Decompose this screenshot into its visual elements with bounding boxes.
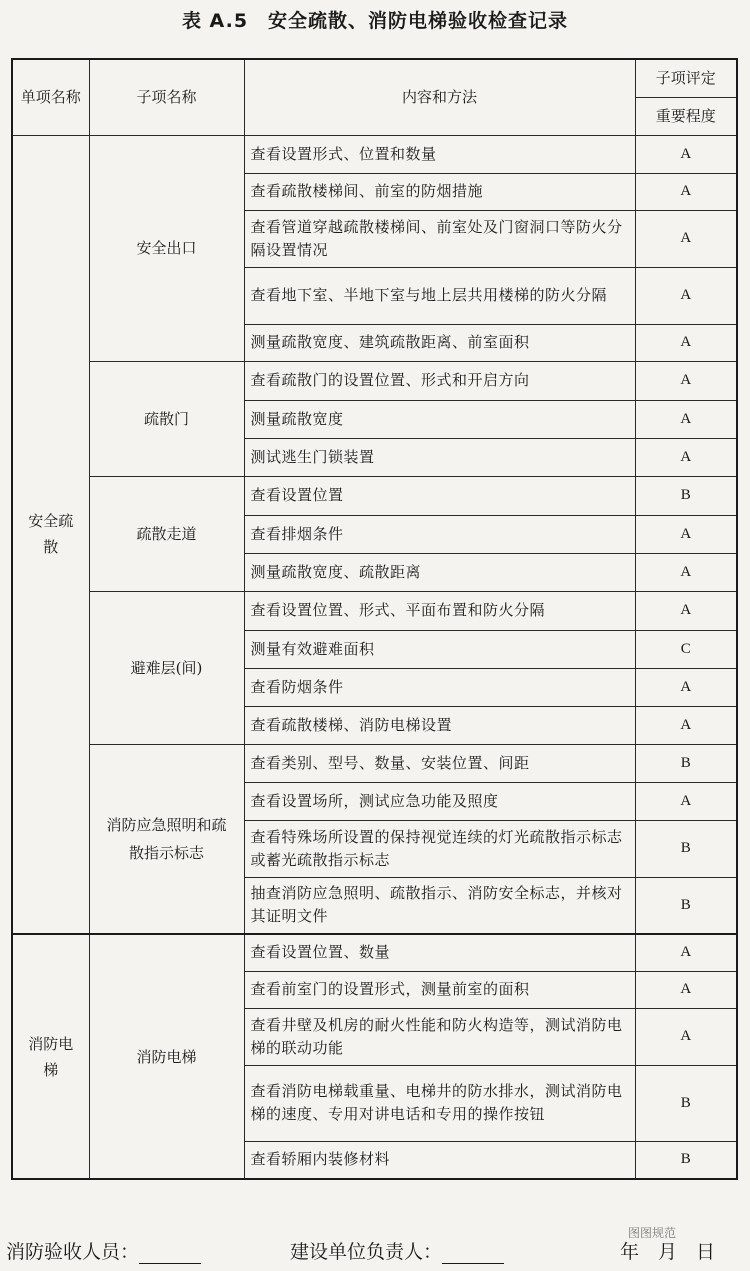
signature-footer [0, 1237, 750, 1267]
grade-cell: B [635, 820, 737, 877]
grade-cell: A [635, 934, 737, 971]
watermark: 图图规范 [628, 1226, 677, 1240]
content-cell: 查看前室门的设置形式，测量前室的面积 [244, 971, 635, 1008]
table-row [12, 361, 737, 400]
table-row [12, 476, 737, 515]
sub-name-cell: 消防应急照明和疏散指示标志 [89, 744, 244, 934]
grade-cell: A [635, 971, 737, 1008]
content-cell: 查看疏散门的设置位置、形式和开启方向 [244, 361, 635, 400]
content-cell: 测量有效避难面积 [244, 630, 635, 668]
table-row [12, 744, 737, 782]
sub-name-cell: 安全出口 [89, 135, 244, 361]
table-body [12, 135, 737, 1179]
table-title: 表 A.5 安全疏散、消防电梯验收检查记录 [181, 10, 569, 32]
inspector-label: 消防验收人员： [6, 1241, 140, 1263]
content-cell: 测试逃生门锁装置 [244, 438, 635, 476]
grade-cell: A [635, 135, 737, 173]
content-cell: 查看管道穿越疏散楼梯间、前室处及门窗洞口等防火分隔设置情况 [244, 210, 635, 267]
grade-cell: A [635, 1008, 737, 1065]
header-grade-top: 子项评定 [635, 59, 737, 97]
grade-cell: A [635, 438, 737, 476]
content-cell: 查看设置场所，测试应急功能及照度 [244, 782, 635, 820]
grade-cell: B [635, 1141, 737, 1179]
content-cell: 查看设置位置 [244, 476, 635, 515]
owner-label: 建设单位负责人： [290, 1241, 443, 1263]
table-row [12, 934, 737, 971]
table-row [12, 135, 737, 173]
unit-name-cell: 消防电梯 [12, 934, 89, 1179]
grade-cell: A [635, 210, 737, 267]
content-cell: 测量疏散宽度、建筑疏散距离、前室面积 [244, 324, 635, 361]
content-cell: 查看消防电梯载重量、电梯井的防水排水，测试消防电梯的速度、专用对讲电话和专用的操作按钮 [244, 1065, 635, 1141]
content-cell: 查看疏散楼梯、消防电梯设置 [244, 706, 635, 744]
content-cell: 查看轿厢内装修材料 [244, 1141, 635, 1179]
sub-name-cell: 疏散走道 [89, 476, 244, 591]
header-content: 内容和方法 [244, 59, 635, 135]
table-row [12, 591, 737, 630]
content-cell: 查看设置位置、数量 [244, 934, 635, 971]
grade-cell: A [635, 361, 737, 400]
content-cell: 查看特殊场所设置的保持视觉连续的灯光疏散指示标志或蓄光疏散指示标志 [244, 820, 635, 877]
sub-name-cell: 避难层(间) [89, 591, 244, 744]
grade-cell: A [635, 267, 737, 324]
header-grade-bottom: 重要程度 [635, 97, 737, 135]
unit-name-cell: 安全疏散 [12, 135, 89, 934]
content-cell: 查看井壁及机房的耐火性能和防火构造等，测试消防电梯的联动功能 [244, 1008, 635, 1065]
inspection-table [11, 58, 738, 1180]
content-cell: 查看类别、型号、数量、安装位置、间距 [244, 744, 635, 782]
grade-cell: B [635, 744, 737, 782]
content-cell: 查看设置位置、形式、平面布置和防火分隔 [244, 591, 635, 630]
content-cell: 查看防烟条件 [244, 668, 635, 706]
header-sub-name: 子项名称 [89, 59, 244, 135]
grade-cell: A [635, 668, 737, 706]
grade-cell: B [635, 1065, 737, 1141]
inspector-signature-line [139, 1243, 201, 1264]
grade-cell: A [635, 400, 737, 438]
content-cell: 抽查消防应急照明、疏散指示、消防安全标志，并核对其证明文件 [244, 877, 635, 934]
content-cell: 查看地下室、半地下室与地上层共用楼梯的防火分隔 [244, 267, 635, 324]
sub-name-cell: 消防电梯 [89, 934, 244, 1179]
sub-name-cell: 疏散门 [89, 361, 244, 476]
content-cell: 查看排烟条件 [244, 515, 635, 553]
grade-cell: C [635, 630, 737, 668]
grade-cell: A [635, 324, 737, 361]
grade-cell: A [635, 591, 737, 630]
content-cell: 测量疏散宽度、疏散距离 [244, 553, 635, 591]
content-cell: 查看疏散楼梯间、前室的防烟措施 [244, 173, 635, 210]
content-cell: 查看设置形式、位置和数量 [244, 135, 635, 173]
grade-cell: A [635, 553, 737, 591]
grade-cell: A [635, 782, 737, 820]
owner-signature-line [442, 1243, 504, 1264]
header-unit-name: 单项名称 [12, 59, 89, 135]
grade-cell: A [635, 515, 737, 553]
date-label: 年 月 日 [620, 1241, 716, 1263]
grade-cell: A [635, 706, 737, 744]
grade-cell: B [635, 877, 737, 934]
grade-cell: A [635, 173, 737, 210]
content-cell: 测量疏散宽度 [244, 400, 635, 438]
grade-cell: B [635, 476, 737, 515]
